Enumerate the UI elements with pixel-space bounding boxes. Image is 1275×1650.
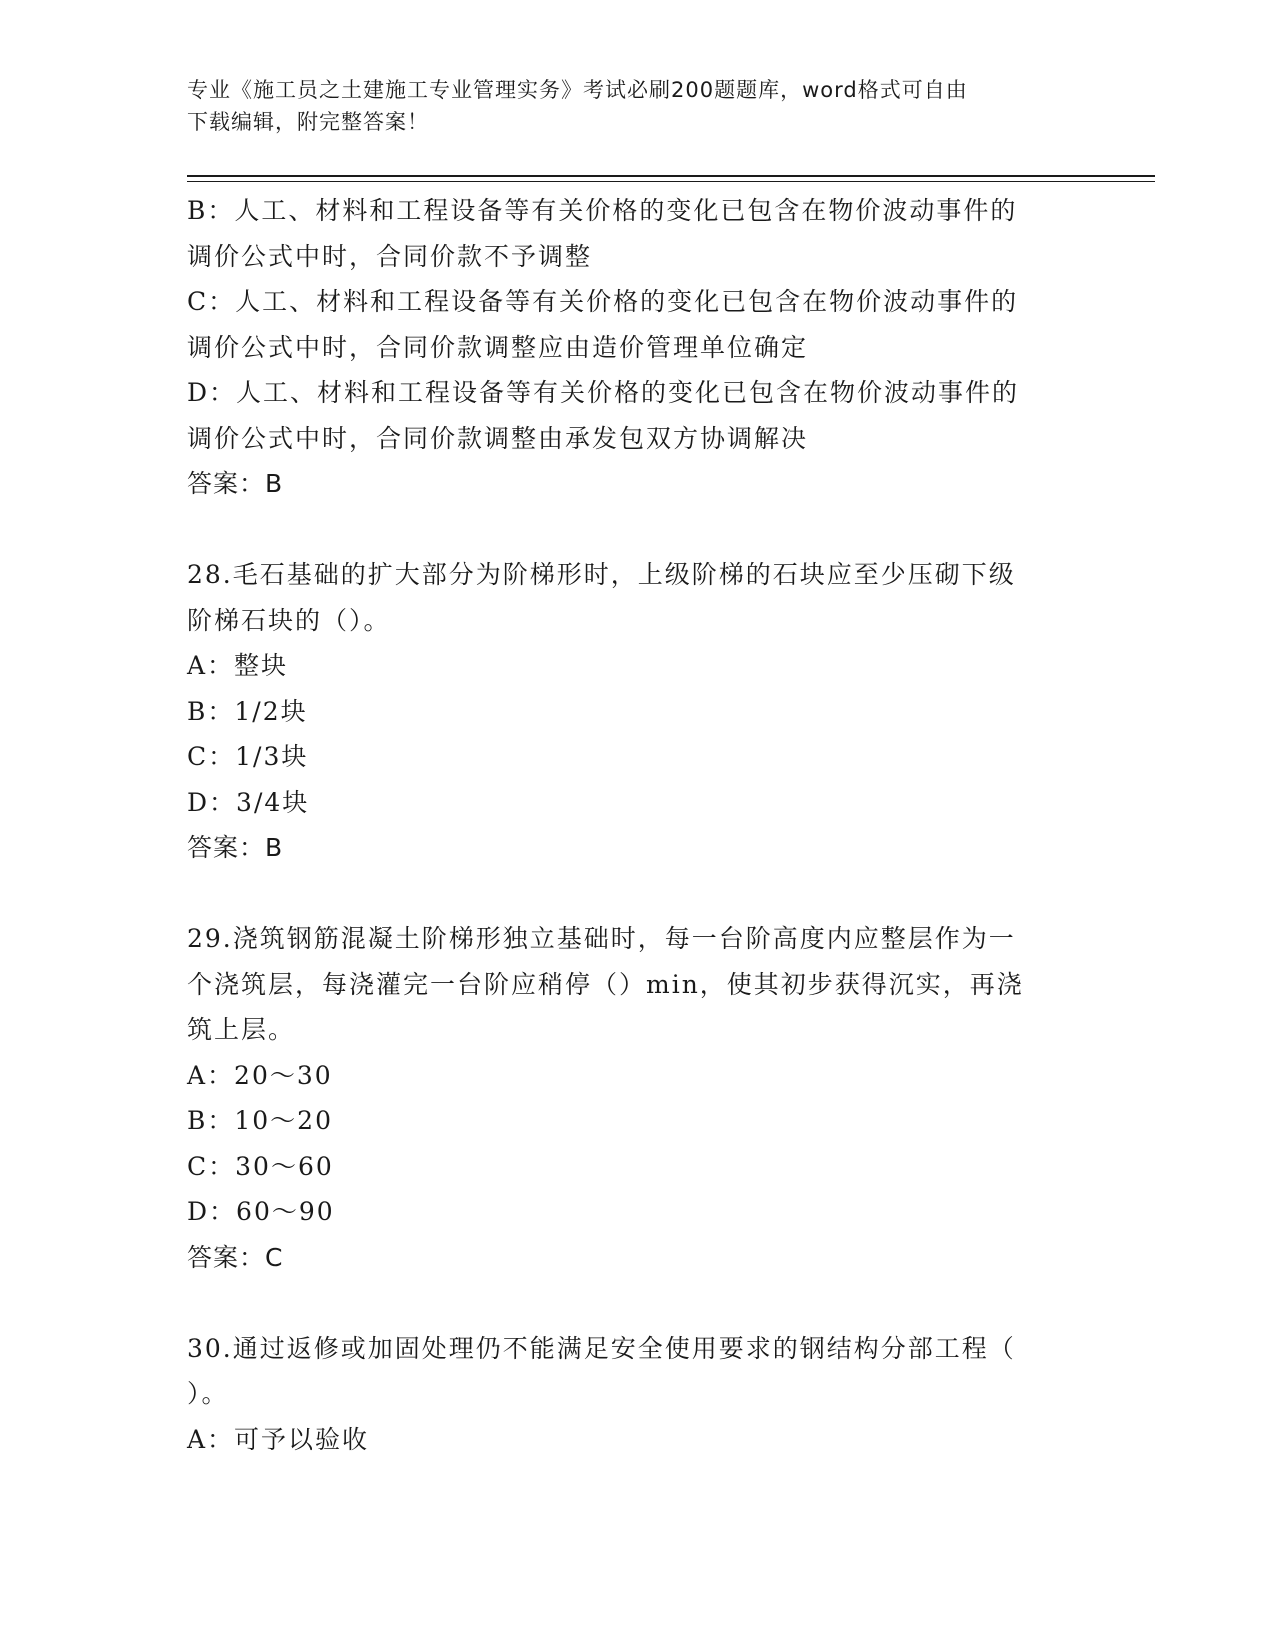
question-28-stem-line-2: 阶梯石块的（）。 (187, 605, 391, 635)
header-rule-thick (187, 175, 1155, 177)
option-c-line-2: 调价公式中时，合同价款调整应由造价管理单位确定 (187, 332, 809, 362)
question-30-stem-line-2: ）。 (187, 1379, 229, 1408)
document-body (187, 188, 1077, 1462)
header-rule-thin (187, 181, 1155, 182)
option-b-line-1: B：人工、材料和工程设备等有关价格的变化已包含在物价波动事件的 (187, 196, 1018, 225)
question-28-option-c: C：1/3块 (187, 742, 309, 771)
question-29-stem-line-3: 筑上层。 (187, 1015, 296, 1044)
answer-29: 答案：C (187, 1242, 284, 1272)
question-27-continued (187, 188, 1077, 507)
question-29-option-d: D：60～90 (187, 1197, 335, 1226)
question-30 (187, 1326, 1077, 1463)
spacer (187, 507, 1077, 553)
question-29-option-c: C：30～60 (187, 1151, 334, 1181)
question-29-option-a: A：20～30 (187, 1060, 333, 1090)
question-29-option-b: B：10～20 (187, 1106, 333, 1135)
spacer (187, 871, 1077, 917)
question-28-stem-line-1: 28.毛石基础的扩大部分为阶梯形时，上级阶梯的石块应至少压砌下级 (187, 560, 1016, 589)
option-d-line-2: 调价公式中时，合同价款调整由承发包双方协调解决 (187, 423, 809, 453)
question-29-stem-line-1: 29.浇筑钢筋混凝土阶梯形独立基础时，每一台阶高度内应整层作为一 (187, 924, 1016, 953)
question-28-option-a: A：整块 (187, 651, 289, 680)
question-30-option-a: A：可予以验收 (187, 1424, 370, 1454)
question-29 (187, 916, 1077, 1280)
header-line-2: 下载编辑，附完整答案！ (187, 110, 429, 134)
question-29-stem-line-2: 个浇筑层，每浇灌完一台阶应稍停（）min，使其初步获得沉实，再浇 (187, 969, 1024, 999)
option-b-line-2: 调价公式中时，合同价款不予调整 (187, 241, 593, 271)
spacer (187, 1280, 1077, 1326)
answer-28: 答案：B (187, 833, 284, 862)
question-28 (187, 552, 1077, 871)
option-d-line-1: D：人工、材料和工程设备等有关价格的变化已包含在物价波动事件的 (187, 378, 1020, 407)
document-header (187, 74, 1067, 138)
option-c-line-1: C：人工、材料和工程设备等有关价格的变化已包含在物价波动事件的 (187, 287, 1019, 316)
question-28-option-b: B：1/2块 (187, 696, 308, 726)
answer-27: 答案：B (187, 469, 284, 498)
header-line-1: 专业《施工员之土建施工专业管理实务》考试必刷200题题库，word格式可自由 (187, 78, 968, 102)
question-28-option-d: D：3/4块 (187, 787, 310, 817)
question-30-stem-line-1: 30.通过返修或加固处理仍不能满足安全使用要求的钢结构分部工程（ (187, 1333, 1016, 1363)
